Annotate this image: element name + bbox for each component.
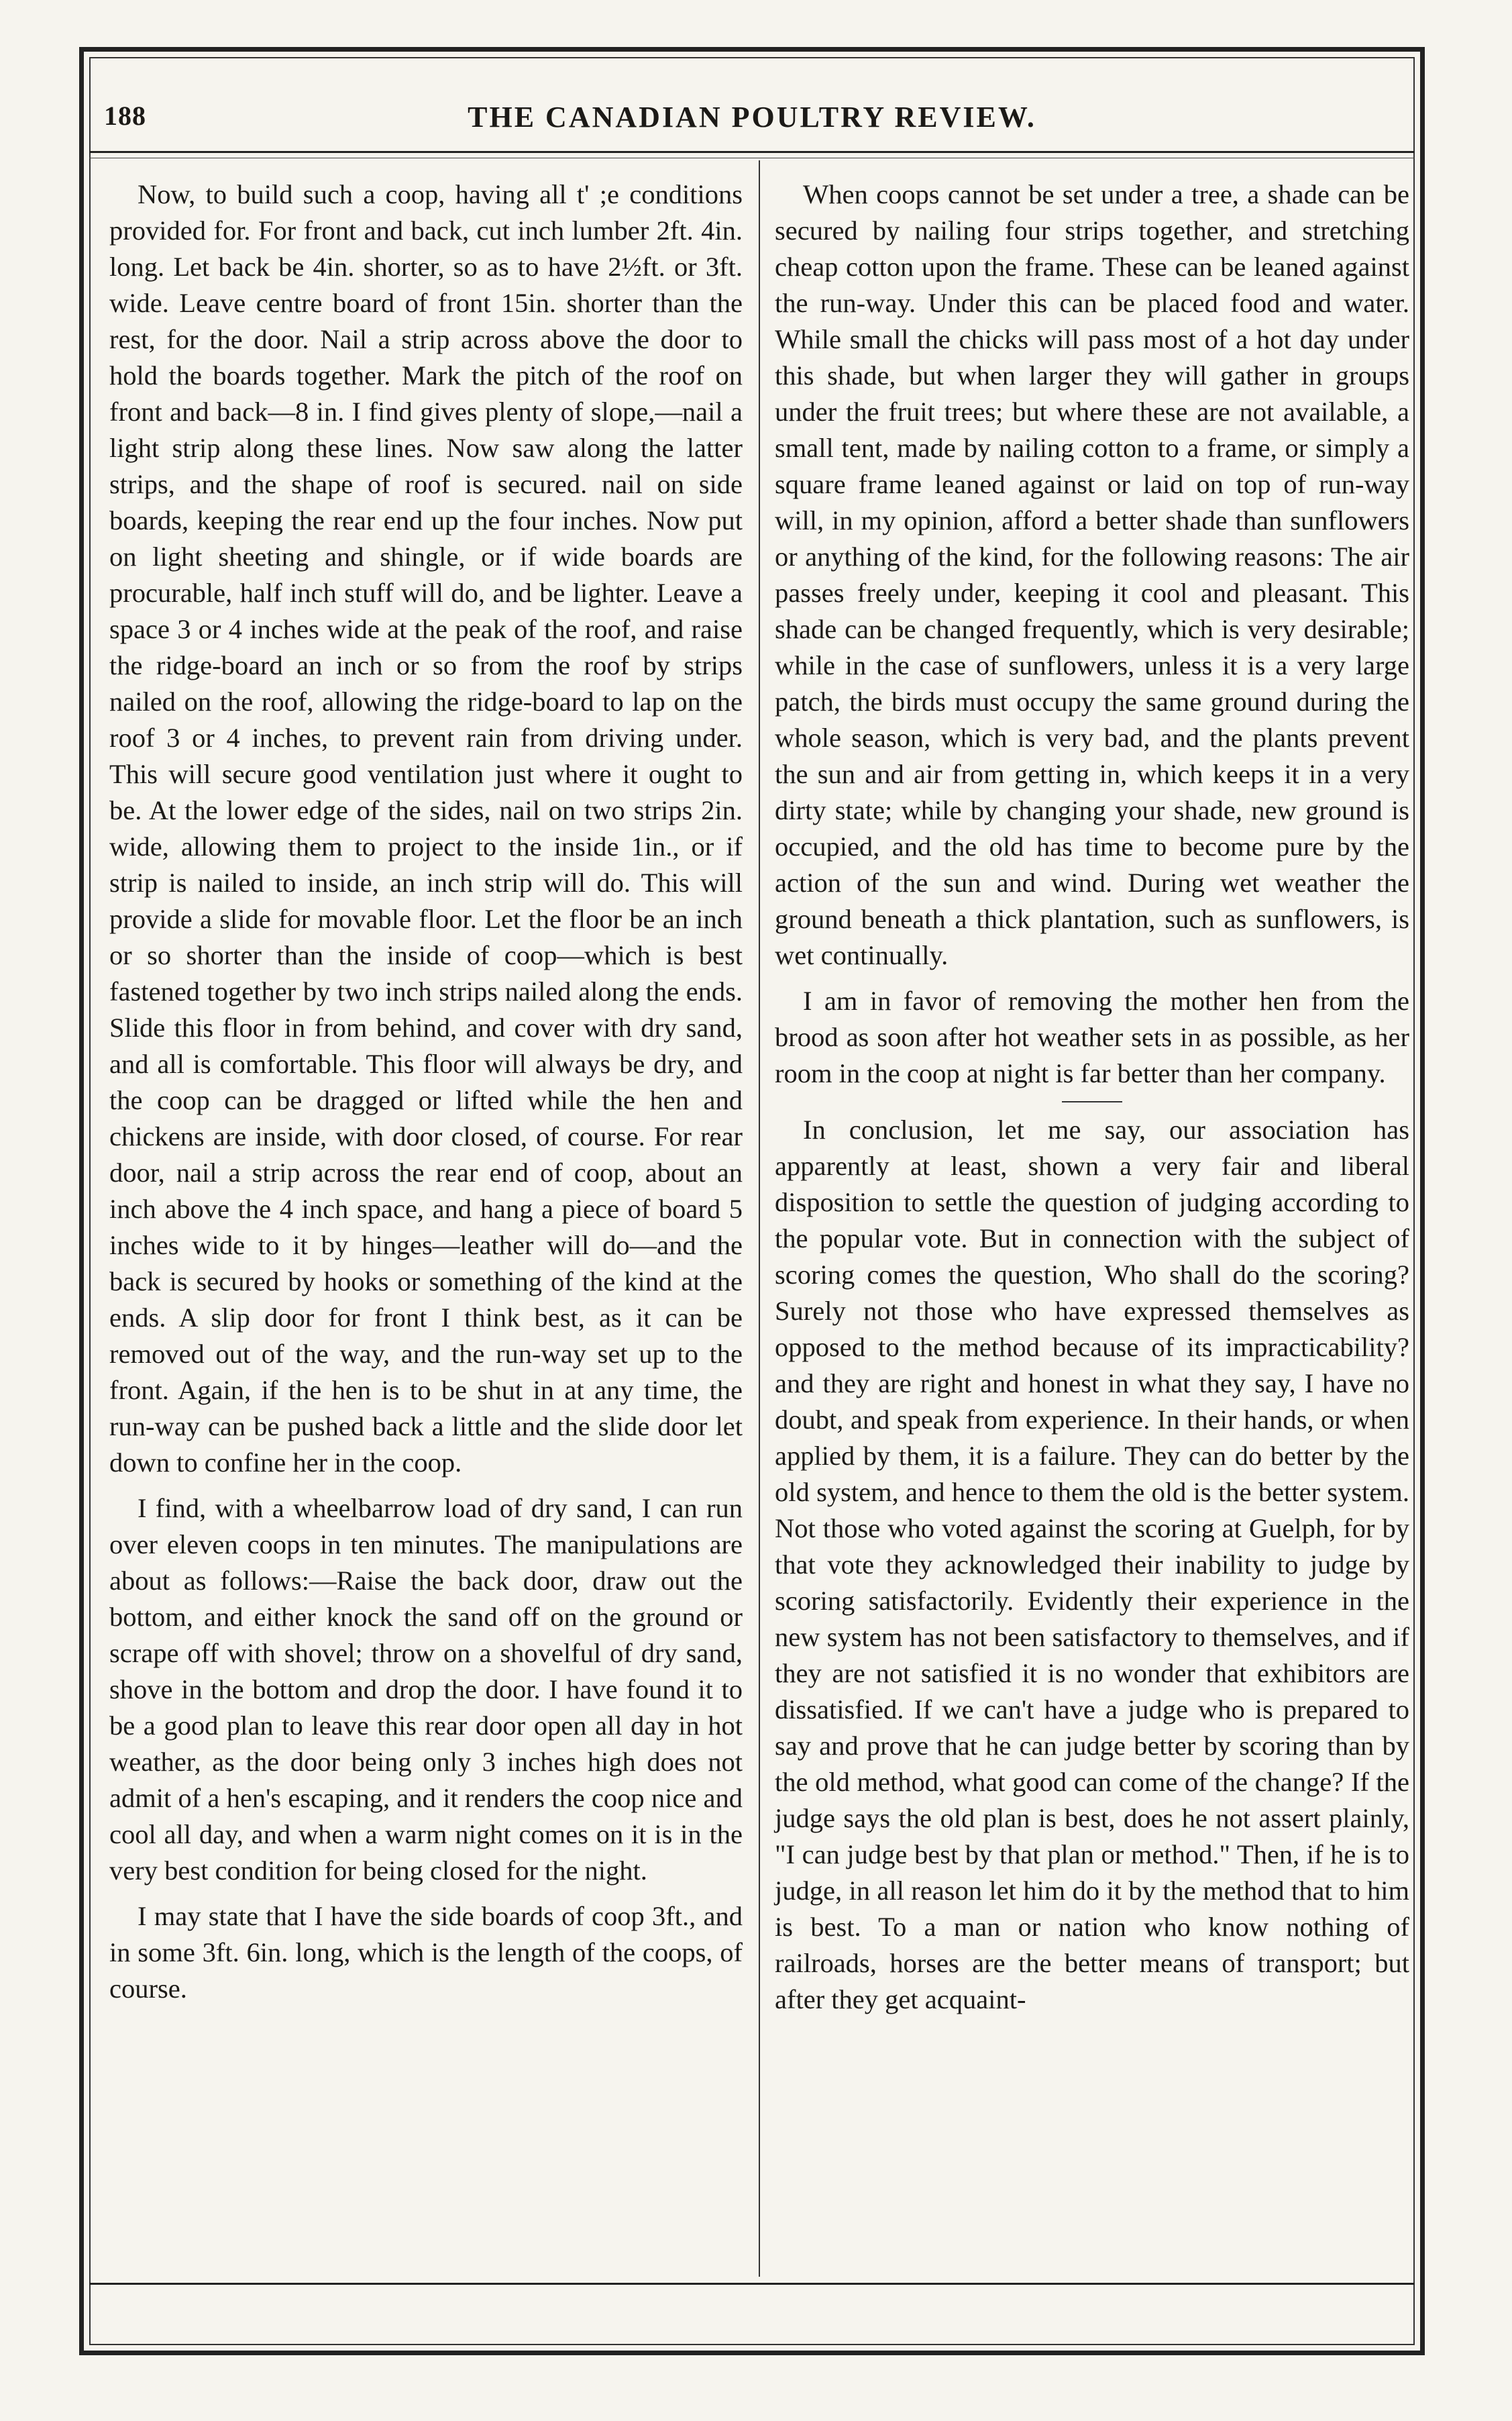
paragraph: I find, with a wheelbarrow load of dry sand, I can run over eleven coops in ten minutes. The manipulations are about as follows:—Raise the back door, draw out the bottom, and either knock the sand off on the ground or scrape off with shovel; throw on a shovelful of dry sand, shove in the bottom and drop the door. I have found it to be a good plan to leave this rear door open all day in hot weather, as the door being only 3 inches high does not admit of a hen's escaping, and it renders the coop nice and cool all day, and when a warm night comes on it is in the very best condition for being closed for the night. bbox=[109, 1493, 743, 1886]
header-rule bbox=[89, 151, 1415, 153]
page-frame bbox=[79, 47, 1425, 2355]
page-header bbox=[104, 100, 1400, 147]
paragraph: I am in favor of removing the mother hen from the brood as soon after hot weather sets in as possible, as her room in the coop at night is far better than her company. bbox=[775, 986, 1409, 1088]
paragraph: In conclusion, let me say, our association has apparently at least, shown a very fair and liberal disposition to settle the question of judging according to the popular vote. But in connection with the subject of scoring comes the question, Who shall do the scoring? Surely not those who have expressed themselves as opposed to the method because of its impracticability? and they are right and honest in what they say, I have no doubt, and speak from experience. In their hands, or when applied by them, it is a failure. They can do better by the old system, and hence to them the old is the better system. Not those who voted against the scoring at Guelph, for by that vote they acknowledged their inability to judge by scoring satisfactorily. Evidently their experience in the new system has not been satisfactory to themselves, and if they are not satisfied it is no wonder that exhibitors are dissatisfied. If we can't have a judge who is prepared to say and prove that he can judge better by scoring than by the old method, what good can come of the change? If the judge says the old plan is best, does he not assert plainly, "I can judge best by that plan or method." Then, if he is to judge, in all reason let him do it by the method that to him is best. To a man or nation who know nothing of railroads, horses are the better means of transport; but after they get acquaint- bbox=[775, 1115, 1409, 2014]
column-divider bbox=[759, 160, 760, 2277]
right-column bbox=[775, 176, 1409, 2027]
journal-title: THE CANADIAN POULTRY REVIEW. bbox=[468, 101, 1036, 134]
paragraph: When coops cannot be set under a tree, a shade can be secured by nailing four strips together, and stretching cheap cotton upon the frame. These can be leaned against the run-way. Under this can be placed food and water. While small the chicks will pass most of a hot day under this shade, but when larger they will gather in groups under the fruit trees; but where these are not available, a small tent, made by nailing cotton to a frame, or simply a square frame leaned against or laid on top of run-way will, in my opinion, afford a better shade than sunflowers or anything of the kind, for the following reasons: The air passes freely under, keeping it cool and pleasant. This shade can be changed frequently, which is very desirable; while in the case of sunflowers, unless it is a very large patch, the birds must occupy the same ground during the whole season, which is very bad, and the plants prevent the sun and air from getting in, which keeps it in a very dirty state; while by changing your shade, new ground is occupied, and the old has time to become pure by the action of the sun and wind. During wet weather the ground beneath a thick plantation, such as sunflowers, is wet continually. bbox=[775, 179, 1409, 970]
left-column bbox=[109, 176, 743, 2016]
page-number: 188 bbox=[104, 101, 146, 131]
footer-rule bbox=[89, 2283, 1415, 2285]
paragraph: Now, to build such a coop, having all t' ;e conditions provided for. For front and back, cut inch lumber 2ft. 4in. long. Let back be 4in. shorter, so as to have 2½ft. or 3ft. wide. Leave centre board of front 15in. shorter than the rest, for the door. Nail a strip across above the door to hold the boards together. Mark the pitch of the roof on front and back—8 in. I find gives plenty of slope,—nail a light strip along these lines. Now saw along the latter strips, and the shape of roof is secured. nail on side boards, keeping the rear end up the four inches. Now put on light sheeting and shingle, or if wide boards are procurable, half inch stuff will do, and be lighter. Leave a space 3 or 4 inches wide at the peak of the roof, and raise the ridge-board an inch or so from the roof by strips nailed on the roof, allowing the ridge-board to lap on the roof 3 or 4 inches, to prevent rain from driving under. This will secure good ventilation just where it ought to be. At the lower edge of the sides, nail on two strips 2in. wide, allowing them to project to the inside 1in., or if strip is nailed to inside, an inch strip will do. This will provide a slide for movable floor. Let the floor be an inch or so shorter than the inside of coop—which is best fastened together by two inch strips nailed along the ends. Slide this floor in from behind, and cover with dry sand, and all is comfortable. This floor will always be dry, and the coop can be dragged or lifted while the hen and chickens are inside, with door closed, of course. For rear door, nail a strip across the rear end of coop, about an inch above the 4 inch space, and hang a piece of board 5 inches wide to it by hinges—leather will do—and the back is secured by hooks or something of the kind at the ends. A slip door for front I think best, as it can be removed out of the way, and the run-way set up to the front. Again, if the hen is to be shut in at any time, the run-way can be pushed back a little and the slide door let down to confine her in the coop. bbox=[109, 179, 743, 1478]
section-rule bbox=[1062, 1101, 1122, 1102]
paragraph: I may state that I have the side boards of coop 3ft., and in some 3ft. 6in. long, which is the length of the coops, of course. bbox=[109, 1901, 743, 2004]
